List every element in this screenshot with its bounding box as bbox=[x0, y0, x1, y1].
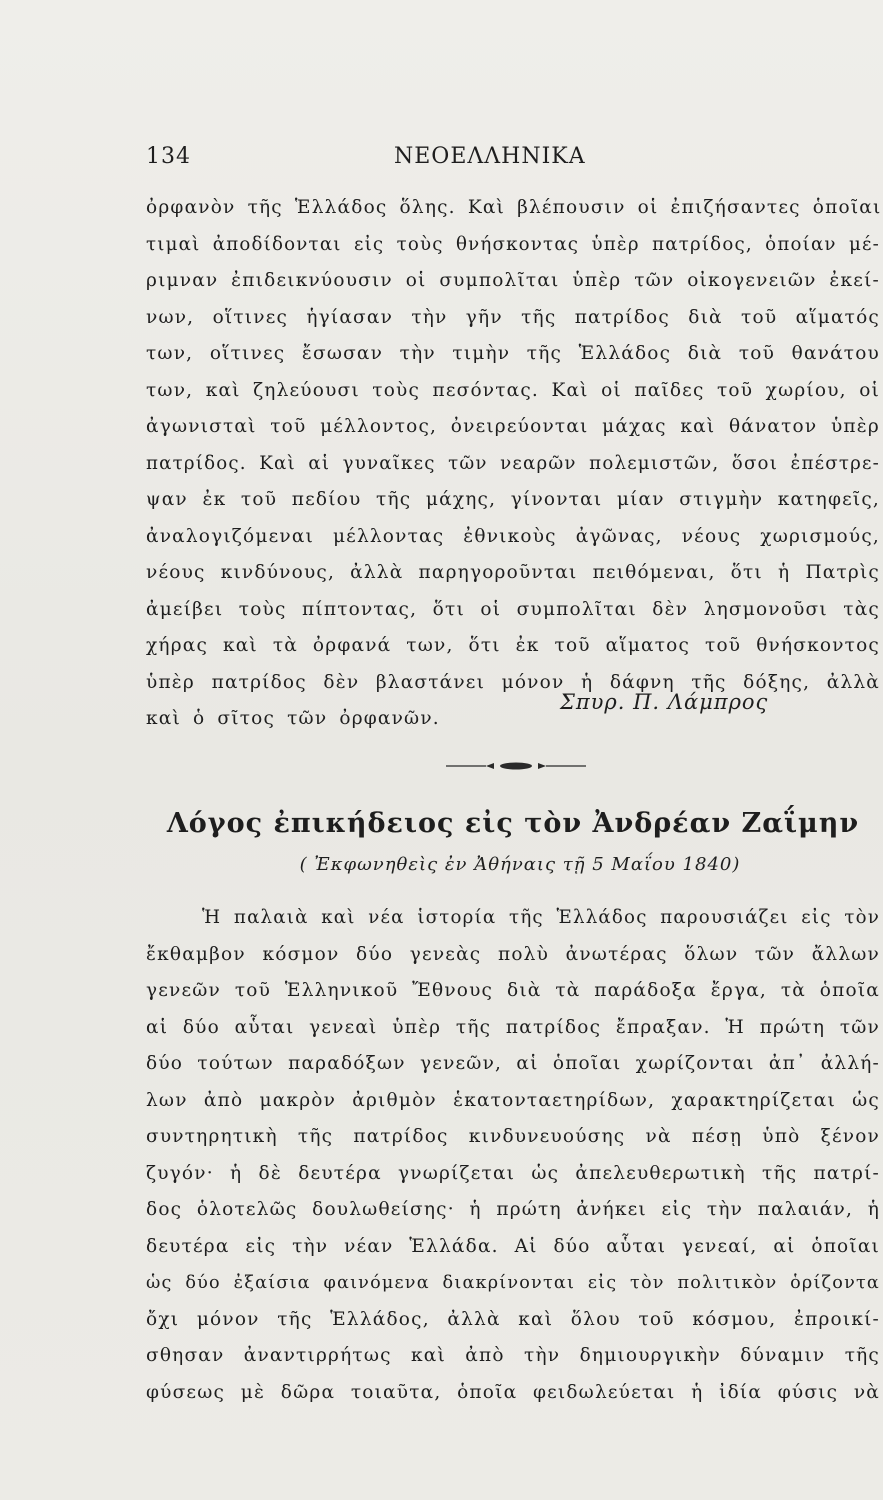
text-line: ὀρφανὸν τῆς Ἑλλάδος ὅλης. Καὶ βλέπουσιν οἱ ἐπιζήσαντες ὁποῖαι bbox=[146, 197, 882, 218]
text-line: ἔκθαμβον κόσμον δύο γενεὰς πολὺ ἀνωτέρας ὅλων τῶν ἄλλων bbox=[146, 943, 880, 965]
text-line: των, καὶ ζηλεύουσι τοὺς πεσόντας. Καὶ οἱ παῖδες τοῦ χωρίου, οἱ bbox=[146, 379, 880, 401]
text-line: δύο τούτων παραδόξων γενεῶν, αἱ ὁποῖαι χωρίζονται ἀπ᾽ ἀλλή- bbox=[146, 1053, 880, 1074]
text-line: αἱ δύο αὗται γενεαὶ ὑπὲρ τῆς πατρίδος ἔπραξαν. Ἡ πρώτη τῶν bbox=[146, 1016, 880, 1038]
text-line: καὶ ὁ σῖτος τῶν ὀρφανῶν. bbox=[146, 708, 440, 729]
text-line: ὄχι μόνον τῆς Ἑλλάδος, ἀλλὰ καὶ ὅλου τοῦ κόσμου, ἐπροικί- bbox=[146, 1308, 880, 1330]
text-line: γενεῶν τοῦ Ἑλληνικοῦ Ἔθνους διὰ τὰ παράδοξα ἔργα, τὰ ὁποῖα bbox=[146, 980, 880, 1001]
text-line: σθησαν ἀναντιρρήτως καὶ ἀπὸ τὴν δημιουργικὴν δύναμιν τῆς bbox=[146, 1345, 880, 1366]
text-line: λων ἀπὸ μακρὸν ἀριθμὸν ἑκατονταετηρίδων, χαρακτηρίζεται ὡς bbox=[146, 1089, 880, 1111]
text-line: ριμναν ἐπιδεικνύουσιν οἱ συμπολῖται ὑπὲρ τῶν οἰκογενειῶν ἐκεί- bbox=[146, 270, 880, 291]
text-line: Ἡ παλαιὰ καὶ νέα ἱστορία τῆς Ἑλλάδος παρουσιάζει εἰς τὸν bbox=[202, 907, 880, 928]
text-line: χήρας καὶ τὰ ὀρφανά των, ὅτι ἐκ τοῦ αἵματος τοῦ θνήσκοντος bbox=[146, 635, 880, 656]
text-line: ὡς δύο ἐξαίσια φαινόμενα διακρίνονται εἰς τὸν πολιτικὸν ὁρίζοντα bbox=[146, 1273, 880, 1293]
running-head: ΝΕΟΕΛΛΗΝΙΚΑ bbox=[394, 144, 586, 169]
text-line: ψαν ἐκ τοῦ πεδίου τῆς μάχης, γίνονται μίαν στιγμὴν κατηφεῖς, bbox=[146, 489, 880, 510]
text-line: φύσεως μὲ δῶρα τοιαῦτα, ὁποῖα φειδωλεύεται ἡ ἰδία φύσις νὰ bbox=[146, 1381, 880, 1403]
text-line: ἀναλογιζόμεναι μέλλοντας ἐθνικοὺς ἀγῶνας, νέους χωρισμούς, bbox=[146, 525, 880, 547]
ornament-divider-icon bbox=[446, 756, 586, 776]
closing-paragraph bbox=[146, 190, 880, 738]
page-number: 134 bbox=[146, 144, 191, 169]
text-line: συντηρητικὴ τῆς πατρίδος κινδυνευούσης νὰ πέσῃ ὑπὸ ξένον bbox=[146, 1126, 880, 1147]
text-line: δος ὁλοτελῶς δουλωθείσης· ἡ πρώτη ἀνήκει εἰς τὴν παλαιάν, ἡ bbox=[146, 1199, 880, 1220]
text-line: των, οἵτινες ἔσωσαν τὴν τιμὴν τῆς Ἑλλάδος διὰ τοῦ θανάτου bbox=[146, 343, 880, 364]
section-title: Λόγος ἐπικήδειος εἰς τὸν Ἀνδρέαν Ζαΐμην bbox=[166, 808, 860, 839]
text-line: νων, οἵτινες ἡγίασαν τὴν γῆν τῆς πατρίδος διὰ τοῦ αἵματός bbox=[146, 306, 880, 328]
text-line: νέους κινδύνους, ἀλλὰ παρηγοροῦνται πειθόμεναι, ὅτι ἡ Πατρὶς bbox=[146, 562, 880, 583]
text-line: ὑπὲρ πατρίδος δὲν βλαστάνει μόνον ἡ δάφνη τῆς δόξης, ἀλλὰ bbox=[146, 671, 880, 693]
author-signature: Σπυρ. Π. Λάμπρος bbox=[560, 690, 769, 714]
speech-paragraph bbox=[146, 900, 880, 1411]
text-line: τιμαὶ ἀποδίδονται εἰς τοὺς θνήσκοντας ὑπὲρ πατρίδος, ὁποίαν μέ- bbox=[146, 233, 880, 255]
text-line: ἀμείβει τοὺς πίπτοντας, ὅτι οἱ συμπολῖται δὲν λησμονοῦσι τὰς bbox=[146, 598, 880, 620]
text-line: πατρίδος. Καὶ αἱ γυναῖκες τῶν νεαρῶν πολεμιστῶν, ὅσοι ἐπέστρε- bbox=[146, 452, 880, 474]
page-header bbox=[146, 142, 866, 176]
text-line: ἀγωνισταὶ τοῦ μέλλοντος, ὀνειρεύονται μάχας καὶ θάνατον ὑπὲρ bbox=[146, 416, 880, 437]
section-subtitle: ( Ἐκφωνηθεὶς ἐν Ἀθήναις τῇ 5 Μαΐου 1840) bbox=[299, 854, 741, 875]
text-line: δευτέρα εἰς τὴν νέαν Ἑλλάδα. Αἱ δύο αὗται γενεαί, αἱ ὁποῖαι bbox=[146, 1235, 880, 1257]
text-line: ζυγόν· ἡ δὲ δευτέρα γνωρίζεται ὡς ἀπελευθερωτικὴ τῆς πατρί- bbox=[146, 1162, 880, 1184]
